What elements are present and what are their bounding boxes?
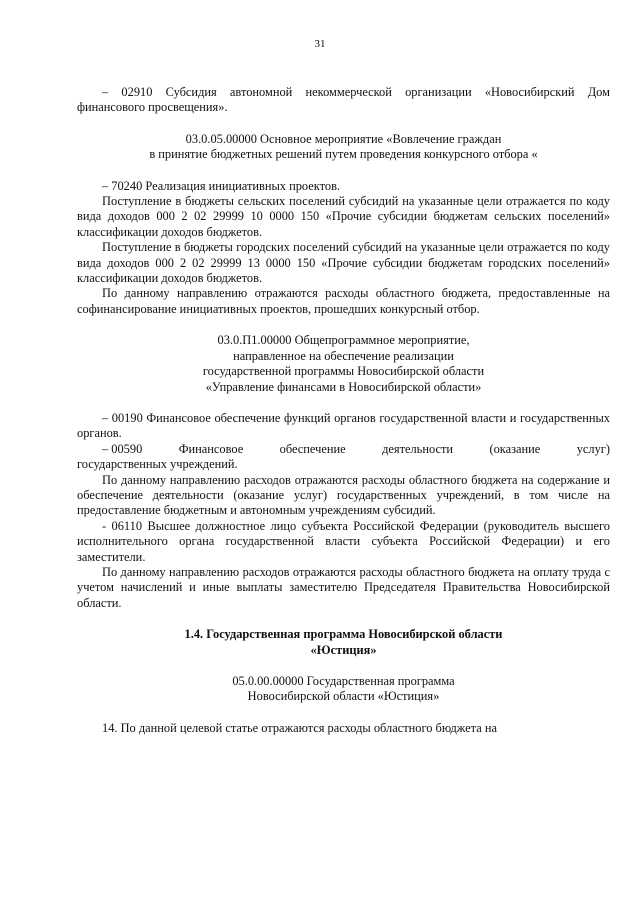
paragraph: По данному направлению отражаются расходы областного бюджета, предоставленные на софинансирование инициативных проектов, прошедших конкурсный отбор. — [77, 286, 610, 316]
document-body — [77, 85, 610, 736]
paragraph: – 00590 Финансовое обеспечение деятельности (оказание услуг) государственных учреждений. — [77, 441, 610, 472]
paragraph: – 70240 Реализация инициативных проектов. — [102, 178, 341, 193]
section-title: 03.0.05.00000 Основное мероприятие «Вовлечение граждан в принятие бюджетных решений путем проведения конкурсного отбора « — [149, 131, 538, 162]
section-title: 03.0.П1.00000 Общепрограммное мероприятие, направленное на обеспечение реализации государственной программы Новосибирской области «Управление финансами в Новосибирской области» — [202, 333, 485, 394]
paragraph: По данному направлению расходов отражаются расходы областного бюджета на оплату труда с учетом начислений и иные выплаты заместителю Председателя Правительства Новосибирской области. — [77, 564, 610, 610]
section-title: 05.0.00.00000 Государственная программа Новосибирской области «Юстиция» — [232, 674, 455, 704]
paragraph: 14. По данной целевой статье отражаются расходы областного бюджета на — [102, 720, 497, 735]
paragraph: По данному направлению расходов отражаются расходы областного бюджета на содержание и обеспечение деятельности (оказание услуг) государственных учреждений, в том числе на предоставление бюджетным и автономным учреждениям субсидий. — [77, 472, 610, 518]
paragraph: Поступление в бюджеты сельских поселений субсидий на указанные цели отражается по коду вида доходов 000 2 02 29999 10 0000 150 «Прочие субсидии бюджетам сельских поселений» классификации доходов бюджетов. — [77, 194, 610, 239]
paragraph: – 02910 Субсидия автономной некоммерческой организации «Новосибирский Дом финансового просвещения». — [77, 85, 610, 115]
paragraph: – 00190 Финансовое обеспечение функций органов государственной власти и государственных органов. — [77, 410, 610, 441]
page-number: 31 — [314, 38, 326, 50]
paragraph: - 06110 Высшее должностное лицо субъекта Российской Федерации (руководитель высшего исполнительного органа государственной власти субъекта Российской Федерации) и его заместители. — [77, 518, 610, 564]
paragraph: Поступление в бюджеты городских поселений субсидий на указанные цели отражается по коду вида доходов 000 2 02 29999 13 0000 150 «Прочие субсидии бюджетам городских поселений» классификации доходов бюджетов. — [77, 240, 610, 286]
chapter-heading: 1.4. Государственная программа Новосибирской области «Юстиция» — [184, 627, 503, 657]
